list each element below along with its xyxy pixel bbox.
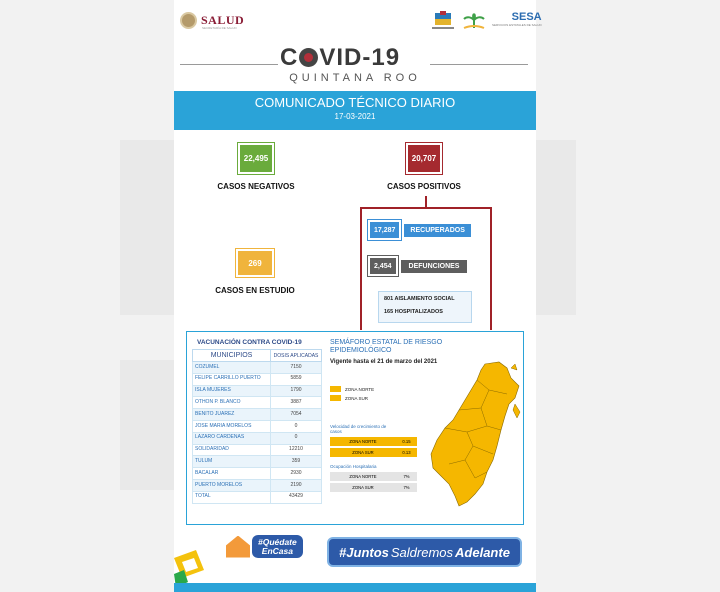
positivos-value: 20,707 xyxy=(406,143,442,174)
juntos-saldremos-badge: #Juntos Saldremos Adelante xyxy=(327,537,522,567)
semaforo-title: SEMÁFORO ESTATAL DE RIESGO EPIDEMIOLÓGICO xyxy=(330,339,443,355)
municipio-cell: SOLIDARIDAD xyxy=(193,444,271,456)
dosis-cell: 43429 xyxy=(271,491,322,503)
vacunacion-table xyxy=(192,349,322,504)
background-right xyxy=(536,0,720,592)
vacunacion-rows xyxy=(193,362,322,504)
swatch-zona-norte xyxy=(330,386,341,392)
velocidad-title: Velocidad de crecimiento de casos xyxy=(330,424,387,434)
positivos-label: CASOS POSITIVOS xyxy=(387,182,461,191)
table-row xyxy=(193,373,322,385)
municipio-cell: JOSE MARIA MORELOS xyxy=(193,420,271,432)
velocidad-row-norte: ZONA NORTE 0.15 xyxy=(330,437,417,446)
semaforo-legend xyxy=(330,386,374,401)
municipio-cell: COZUMEL xyxy=(193,362,271,374)
velocidad-block xyxy=(330,424,417,457)
table-row xyxy=(193,456,322,468)
hospitalizados-row: 165 HOSPITALIZADOS xyxy=(384,309,443,315)
table-row xyxy=(193,468,322,480)
footer-bar xyxy=(174,583,536,592)
dosis-cell: 359 xyxy=(271,456,322,468)
quedate-en-casa-badge: #Quédate EnCasa xyxy=(226,535,303,558)
palm-logo-icon xyxy=(462,13,486,29)
dosis-cell: 1790 xyxy=(271,385,322,397)
salud-logo: SALUD SECRETARÍA DE SALUD xyxy=(180,12,244,29)
municipio-cell: PUERTO MORELOS xyxy=(193,479,271,491)
mexico-seal-icon xyxy=(180,12,197,29)
sesa-logo: SESA SERVICIOS ESTATALES DE SALUD xyxy=(492,11,542,27)
legend-zona-norte: ZONA NORTE xyxy=(330,386,374,392)
info-panel xyxy=(186,331,524,525)
table-row xyxy=(193,385,322,397)
table-row xyxy=(193,420,322,432)
table-row xyxy=(193,444,322,456)
banner-date: 17-03-2021 xyxy=(334,112,376,121)
region-subtitle: QUINTANA ROO xyxy=(289,72,421,84)
table-row xyxy=(193,397,322,409)
dosis-cell: 2190 xyxy=(271,479,322,491)
table-row xyxy=(193,409,322,421)
quintana-roo-emblem-icon xyxy=(174,548,206,588)
semaforo-vigencia: Vigente hasta el 21 de marzo del 2021 xyxy=(330,359,438,365)
quintana-roo-logo-icon xyxy=(432,11,454,31)
dosis-cell: 7150 xyxy=(271,362,322,374)
bulletin-document xyxy=(174,0,542,592)
title-rule-right xyxy=(430,64,528,65)
defunciones-pill: 2,454 DEFUNCIONES xyxy=(368,256,467,276)
dosis-cell: 7054 xyxy=(271,409,322,421)
aislamiento-row: 801 AISLAMIENTO SOCIAL xyxy=(384,296,455,302)
municipio-cell: BACALAR xyxy=(193,468,271,480)
col-dosis: DOSIS APLICADAS xyxy=(271,350,322,362)
table-row xyxy=(193,491,322,503)
quintana-roo-map xyxy=(427,360,523,510)
dosis-cell: 3887 xyxy=(271,397,322,409)
banner-title: COMUNICADO TÉCNICO DIARIO xyxy=(254,95,456,110)
dosis-cell: 5859 xyxy=(271,373,322,385)
house-heart-icon xyxy=(226,536,250,558)
legend-zona-sur: ZONA SUR xyxy=(330,395,374,401)
negativos-label: CASOS NEGATIVOS xyxy=(217,182,295,191)
municipio-cell: BENITO JUAREZ xyxy=(193,409,271,421)
dosis-cell: 12210 xyxy=(271,444,322,456)
virus-icon xyxy=(299,48,318,67)
swatch-zona-sur xyxy=(330,395,341,401)
ocupacion-row-norte: ZONA NORTE 7% xyxy=(330,472,417,481)
col-municipios: MUNICIPIOS xyxy=(193,350,271,362)
aislamiento-hospital-box xyxy=(378,291,472,323)
negativos-value: 22,495 xyxy=(238,143,274,174)
ocupacion-row-sur: ZONA SUR 7% xyxy=(330,483,417,492)
title-rule-left xyxy=(180,64,278,65)
velocidad-row-sur: ZONA SUR 0.13 xyxy=(330,448,417,457)
daily-report-banner xyxy=(174,91,536,130)
ocupacion-title: Ocupación Hospitalaria xyxy=(330,464,377,469)
background-left xyxy=(0,0,174,592)
vacunacion-title: VACUNACIÓN CONTRA COVID-19 xyxy=(197,339,302,346)
dosis-cell: 0 xyxy=(271,432,322,444)
table-row xyxy=(193,479,322,491)
dosis-cell: 2930 xyxy=(271,468,322,480)
municipio-cell: OTHON P. BLANCO xyxy=(193,397,271,409)
estudio-label: CASOS EN ESTUDIO xyxy=(215,286,295,295)
estudio-value: 269 xyxy=(236,249,274,277)
ocupacion-block xyxy=(330,464,417,492)
table-row xyxy=(193,432,322,444)
dosis-cell: 0 xyxy=(271,420,322,432)
municipio-cell: TULUM xyxy=(193,456,271,468)
municipio-cell: FELIPE CARRILLO PUERTO xyxy=(193,373,271,385)
table-row xyxy=(193,362,322,374)
recuperados-pill: 17,287 RECUPERADOS xyxy=(368,220,471,240)
municipio-cell: TOTAL xyxy=(193,491,271,503)
municipio-cell: LAZARO CARDENAS xyxy=(193,432,271,444)
covid-title: C VID-19 xyxy=(280,44,401,71)
municipio-cell: ISLA MUJERES xyxy=(193,385,271,397)
